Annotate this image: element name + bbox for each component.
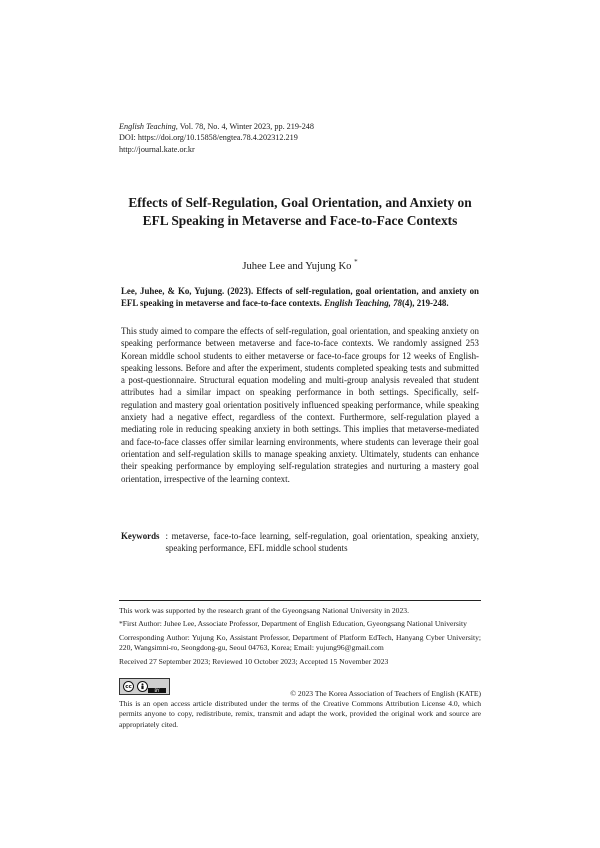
keywords-text: : metaverse, face-to-face learning, self-regulation, goal orientation, speaking anxiety, speaking performance, EFL middle school students (165, 531, 479, 554)
citation-pages: (4), 219-248. (401, 298, 449, 309)
journal-issue: , Vol. 78, No. 4, Winter 2023, pp. 219-248 (175, 122, 314, 131)
journal-url[interactable]: http://journal.kate.or.kr (119, 144, 195, 154)
journal-name: English Teaching (119, 122, 176, 131)
keywords (121, 530, 479, 555)
paper-title (100, 194, 500, 229)
keywords-label: Keywords (121, 531, 160, 541)
copyright-notice: © 2023 The Korea Association of Teachers of English (KATE) (290, 689, 481, 698)
author-footnote-mark: * (354, 258, 358, 266)
citation-text: Lee, Juhee, & Ko, Yujung. (2023). Effects of self-regulation, goal orientation, and anxiety on EFL speaking in metaverse and face-to-face contexts. (121, 286, 479, 309)
doi-line[interactable]: DOI: https://doi.org/10.15858/engtea.78.4.202312.219 (119, 133, 298, 143)
footnote-received: Received 27 September 2023; Reviewed 10 October 2023; Accepted 15 November 2023 (119, 657, 389, 666)
author-names: Juhee Lee and Yujung Ko (242, 261, 352, 272)
authors (100, 258, 500, 272)
paper-title-line-2: EFL Speaking in Metaverse and Face-to-Face Contexts (142, 212, 458, 228)
journal-issue-line (119, 121, 314, 132)
license-text: This is an open access article distributed under the terms of the Creative Commons Attribution License 4.0, which permits anyone to copy, redistribute, remix, transmit and adapt the work, provided the original work and source are appropriately cited. (119, 699, 481, 729)
citation (121, 285, 479, 310)
abstract: This study aimed to compare the effects of self-regulation, goal orientation, and speaking anxiety on speaking performance between metaverse and face-to-face contexts. We randomly assigned 253 Korean middle school students to either metaverse or face-to-face groups for 12 weeks of English-speaking lessons. Before and after the experiment, students completed speaking tests and submitted a post-questionnaire. Structural equation modeling and multi-group analysis revealed that student attributes had a similar impact on speaking performance in both settings. Specifically, self-regulation and mastery goal orientation positively influenced speaking performance, while speaking anxiety had a negative effect, regardless of the context. Furthermore, self-regulation played a mediating role in reducing speaking anxiety in both settings. This implies that metaverse-mediated and face-to-face classes offer similar learning environments, where students can leverage their goal orientation and self-regulation skills to manage speaking anxiety. Ultimately, students can enhance their speaking performance by employing self-regulation strategies and nurturing a mastery goal orientation, irrespective of the learning context. (121, 326, 479, 484)
footnote-first-author: *First Author: Juhee Lee, Associate Professor, Department of English Education, Gyeongsang National University (119, 619, 467, 628)
citation-journal: English Teaching, (324, 298, 391, 309)
citation-volume: 78 (393, 298, 402, 309)
by-label: BY (148, 688, 166, 693)
footnote-grant: This work was supported by the research grant of the Gyeongsang National University in 2023. (119, 606, 409, 615)
footnote-divider (119, 600, 481, 601)
footnote-corresponding-author: Corresponding Author: Yujung Ko, Assistant Professor, Department of Platform EdTech, Hanyang Cyber University; 220, Wangsimni-ro, Seongdong-gu, Seoul 04763, Korea; Email: yujung96@gmail.com (119, 633, 481, 653)
cc-icon: cc (123, 681, 134, 692)
paper-title-line-1: Effects of Self-Regulation, Goal Orientation, and Anxiety on (128, 195, 472, 210)
journal-header (119, 121, 314, 155)
